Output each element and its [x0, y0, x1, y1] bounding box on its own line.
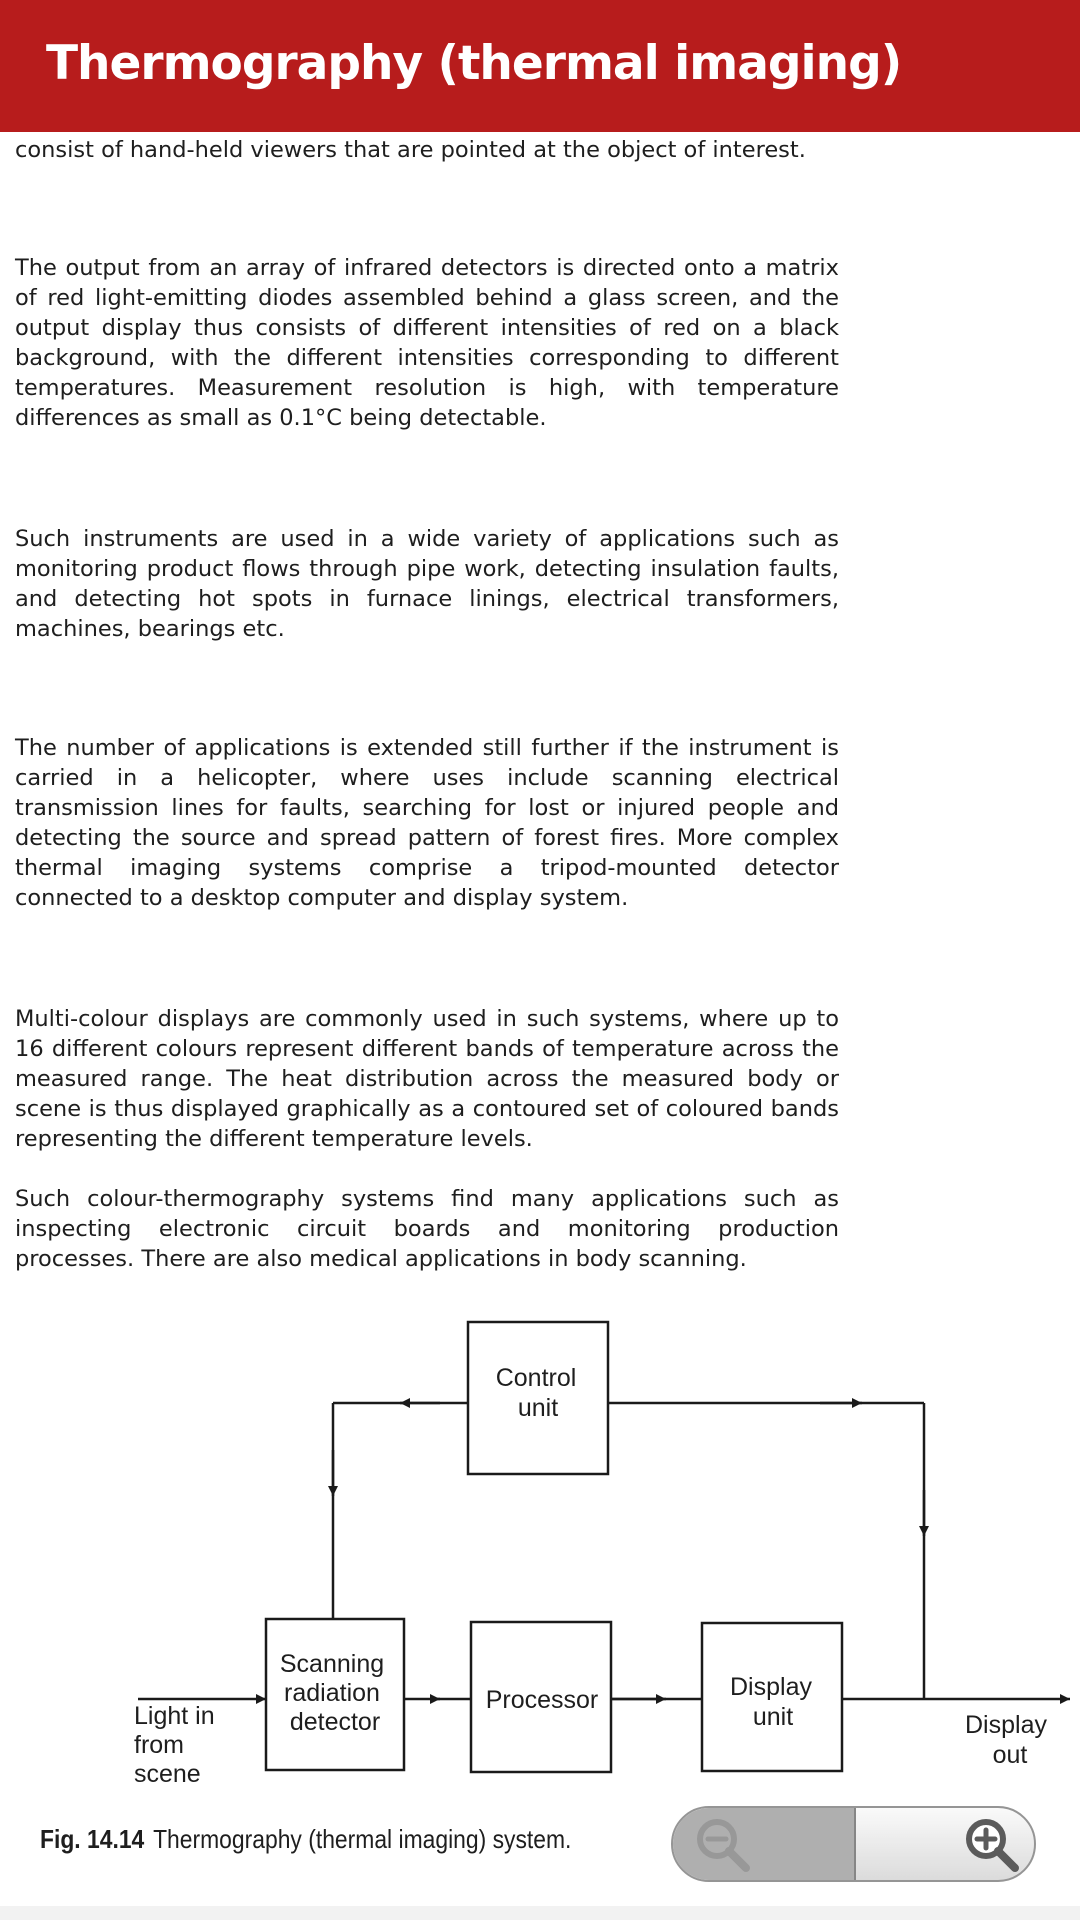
figure-number: Fig. 14.14	[40, 1824, 145, 1854]
paragraph: Such instruments are used in a wide variety of applications such as monitoring product flows through pipe work, detecting insulation faults, and detecting hot spots in furnace linings, electrical transformers, machines, bearings etc.	[15, 526, 839, 642]
zoom-out-button[interactable]	[673, 1808, 856, 1880]
paragraph: The output from an array of infrared detectors is directed onto a matrix of red light-emitting diodes assembled behind a glass screen, and the output display thus consists of different intensities of red on a black background, with the different intensities corresponding to different temperatures. Measurement resolution is high, with temperature differences as small as 0.1°C being detectable.	[15, 255, 839, 431]
diagram-svg	[0, 1300, 1080, 1800]
zoom-in-icon	[960, 1813, 1024, 1877]
zoom-out-icon	[691, 1813, 755, 1877]
display-out-label: Display out	[965, 1711, 1047, 1769]
control-unit-label: Control unit	[495, 1364, 577, 1422]
zoom-in-button[interactable]	[856, 1808, 1036, 1880]
bottom-edge	[0, 1906, 1080, 1920]
light-in-label: Light in from scene	[134, 1702, 215, 1788]
zoom-controls	[671, 1806, 1036, 1882]
page-title: Thermography (thermal imaging)	[46, 36, 902, 91]
figure-caption-text: Thermography (thermal imaging) system.	[153, 1824, 572, 1854]
scanning-detector-label: Scanning radiation detector	[279, 1650, 385, 1736]
app-header	[0, 0, 1080, 132]
paragraph: The number of applications is extended still further if the instrument is carried in a helicopter, where uses include scanning electrical transmission lines for faults, searching for lost or injured people and detecting the source and spread pattern of forest fires. More complex thermal imaging systems comprise a tripod-mounted detector connected to a desktop computer and display system.	[15, 735, 839, 911]
paragraph: Such colour-thermography systems find many applications such as inspecting electronic circuit boards and monitoring production processes. There are also medical applications in body scanning.	[15, 1186, 839, 1272]
paragraph: consist of hand-held viewers that are pointed at the object of interest.	[15, 137, 806, 163]
thermography-block-diagram	[0, 1300, 1080, 1800]
display-unit-label: Display unit	[730, 1673, 812, 1731]
figure-caption	[40, 1824, 571, 1855]
processor-label: Processor	[485, 1686, 599, 1714]
paragraph: Multi-colour displays are commonly used in such systems, where up to 16 different colours represent different bands of temperature across the measured range. The heat distribution across the measured body or scene is thus displayed graphically as a contoured set of coloured bands representing the different temperature levels.	[15, 1006, 839, 1152]
